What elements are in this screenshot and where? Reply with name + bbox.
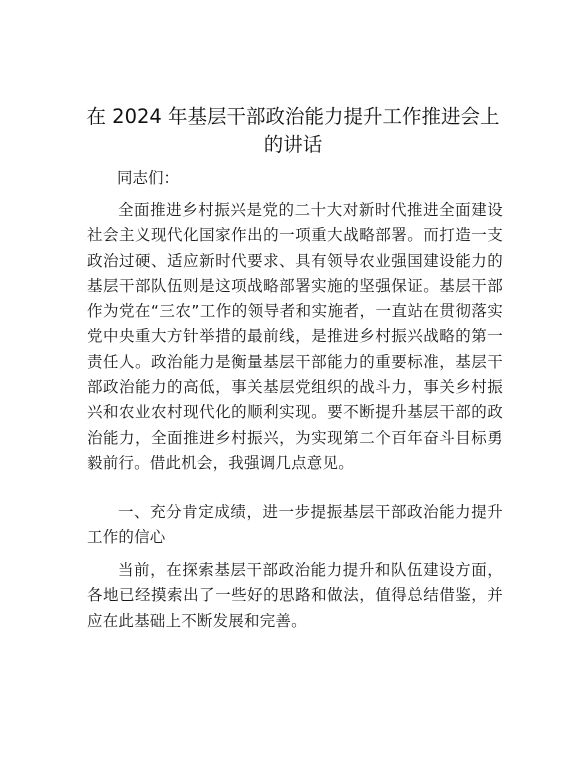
- salutation: 同志们：: [117, 169, 180, 187]
- body-paragraph-section-1: 当前，在探索基层干部政治能力提升和队伍建设方面，各地已经摸索出了一些好的思路和做法，值得总结借鉴，并应在此基础上不断发展和完善。: [87, 561, 503, 630]
- document-title: 在 2024 年基层干部政治能力提升工作推进会上的讲话: [86, 105, 500, 156]
- body-paragraph-intro: 全面推进乡村振兴是党的二十大对新时代推进全面建设社会主义现代化国家作出的一项重大战略部署。而打造一支政治过硬、适应新时代要求、具有领导农业强国建设能力的基层干部队伍则是这项战略部署实施的坚强保证。基层干部作为党在“三农”工作的领导者和实施者，一直站在贯彻落实党中央重大方针举措的最前线，是推进乡村振兴战略的第一责任人。政治能力是衡量基层干部能力的重要标准，基层干部政治能力的高低，事关基层党组织的战斗力，事关乡村振兴和农业农村现代化的顺利实现。要不断提升基层干部的政治能力，全面推进乡村振兴，为实现第二个百年奋斗目标勇毅前行。借此机会，我强调几点意见。: [87, 201, 503, 472]
- section-heading-1: 一、充分肯定成绩，进一步提振基层干部政治能力提升工作的信心: [87, 503, 503, 547]
